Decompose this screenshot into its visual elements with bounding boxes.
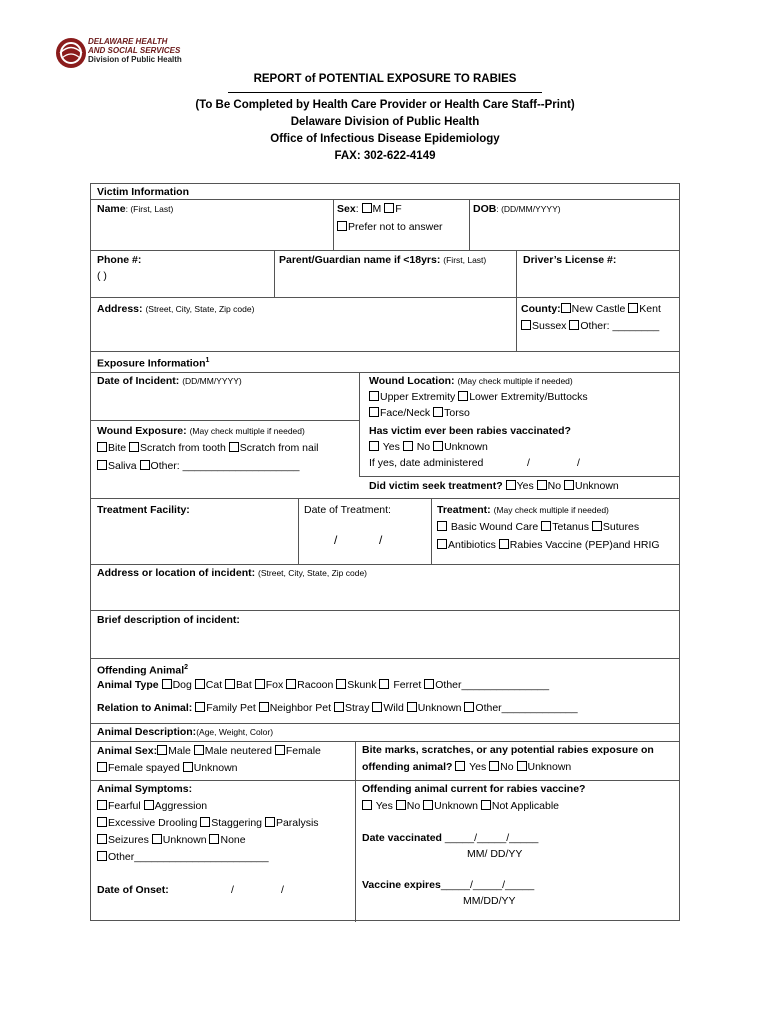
sym-fearful-checkbox[interactable]	[97, 800, 107, 810]
onset-slash2: /	[281, 884, 284, 896]
header-fax: FAX: 302-622-4149	[334, 150, 436, 162]
seek-yes-checkbox[interactable]	[506, 480, 516, 490]
treatment-row1: Basic Wound Care Tetanus Sutures	[437, 521, 639, 534]
guardian-field[interactable]: Parent/Guardian name if <18yrs: (First, Last)	[279, 254, 487, 266]
exp-scratch-tooth-checkbox[interactable]	[129, 442, 139, 452]
symptoms-row1: Fearful Aggression	[97, 800, 207, 813]
tr-tetanus-checkbox[interactable]	[541, 521, 551, 531]
sym-drooling-checkbox[interactable]	[97, 817, 107, 827]
incident-address-field[interactable]: Address or location of incident: (Street, City, State, Zip code)	[97, 567, 367, 579]
wound-location-label: Wound Location: (May check multiple if needed)	[369, 375, 573, 387]
symptoms-label: Animal Symptoms:	[97, 783, 193, 795]
type-dog-checkbox[interactable]	[162, 679, 172, 689]
phone-label: Phone #:	[97, 254, 142, 266]
vacc-unknown-checkbox[interactable]	[433, 441, 443, 451]
asex-male-checkbox[interactable]	[157, 745, 167, 755]
sex-prefer-option: Prefer not to answer	[337, 221, 443, 234]
sym-none-checkbox[interactable]	[209, 834, 219, 844]
cur-unknown-checkbox[interactable]	[423, 800, 433, 810]
symptoms-row4: Other_______________________	[97, 851, 269, 864]
loc-face-checkbox[interactable]	[369, 407, 379, 417]
bite-marks-question: Bite marks, scratches, or any potential rabies exposure on	[362, 744, 654, 756]
animal-sex-row2: Female spayed Unknown	[97, 762, 238, 775]
vacc-date-field[interactable]: If yes, date administered	[369, 457, 484, 469]
license-field[interactable]: Driver’s License #:	[523, 254, 617, 266]
vacc-date-slash2: /	[577, 457, 580, 469]
vaccinated-question: Has victim ever been rabies vaccinated?	[369, 425, 571, 437]
logo-text	[88, 37, 182, 64]
cur-no-checkbox[interactable]	[396, 800, 406, 810]
victim-dob-field[interactable]: DOB: (DD/MM/YYYY)	[473, 203, 561, 215]
exposure-section-title: Exposure Information$^1$	[97, 357, 210, 370]
cur-yes-checkbox[interactable]	[362, 800, 372, 810]
wound-exposure-row2: Saliva Other: ____________________	[97, 460, 299, 473]
tr-sutures-checkbox[interactable]	[592, 521, 602, 531]
treatment-date-slash2: /	[379, 533, 383, 547]
rel-other-checkbox[interactable]	[464, 702, 474, 712]
date-vaccinated-field[interactable]: Date vaccinated _____/_____/_____	[362, 832, 539, 844]
seek-no-checkbox[interactable]	[537, 480, 547, 490]
county-kent-checkbox[interactable]	[628, 303, 638, 313]
asex-female-checkbox[interactable]	[275, 745, 285, 755]
header-line2: Delaware Division of Public Health	[290, 116, 480, 128]
logo-line3: Division of Public Health	[88, 55, 182, 64]
county-newcastle-checkbox[interactable]	[561, 303, 571, 313]
exp-scratch-nail-checkbox[interactable]	[229, 442, 239, 452]
rel-family-checkbox[interactable]	[195, 702, 205, 712]
phone-field[interactable]: ( )	[97, 270, 107, 282]
county-sussex-checkbox[interactable]	[521, 320, 531, 330]
wound-location-row2: Face/Neck Torso	[369, 407, 470, 420]
type-skunk-checkbox[interactable]	[336, 679, 346, 689]
loc-upper-checkbox[interactable]	[369, 391, 379, 401]
tr-rabies-checkbox[interactable]	[499, 539, 509, 549]
type-other-checkbox[interactable]	[424, 679, 434, 689]
vaccinated-options: Yes No Unknown	[369, 441, 488, 454]
sym-other-checkbox[interactable]	[97, 851, 107, 861]
current-vaccine-options: Yes No Unknown Not Applicable	[362, 800, 559, 813]
wound-location-row1: Upper Extremity Lower Extremity/Buttocks	[369, 391, 588, 404]
onset-date-field[interactable]: Date of Onset:	[97, 884, 169, 896]
tr-antibiotics-checkbox[interactable]	[437, 539, 447, 549]
rabies-exposure-form	[90, 183, 680, 921]
seek-treatment-row: Did victim seek treatment? Yes No Unknown	[369, 480, 619, 492]
sym-aggression-checkbox[interactable]	[144, 800, 154, 810]
sym-staggering-checkbox[interactable]	[200, 817, 210, 827]
bite-marks-options: offending animal? Yes No Unknown	[362, 761, 572, 773]
wound-exposure-label: Wound Exposure: (May check multiple if needed)	[97, 425, 305, 437]
brief-description-field[interactable]: Brief description of incident:	[97, 614, 240, 626]
sex-m-checkbox[interactable]	[362, 203, 372, 213]
treatment-date-slash1: /	[334, 533, 338, 547]
logo-line2: AND SOCIAL SERVICES	[88, 46, 181, 55]
form-title: REPORT of POTENTIAL EXPOSURE TO RABIES	[253, 73, 517, 85]
victim-section-title: Victim Information	[97, 186, 189, 198]
sex-prefer-checkbox[interactable]	[337, 221, 347, 231]
exp-bite-checkbox[interactable]	[97, 442, 107, 452]
county-other-checkbox[interactable]	[569, 320, 579, 330]
sym-paralysis-checkbox[interactable]	[265, 817, 275, 827]
tr-wound-checkbox[interactable]	[437, 521, 447, 531]
type-ferret-checkbox[interactable]	[379, 679, 389, 689]
cur-na-checkbox[interactable]	[481, 800, 491, 810]
loc-torso-checkbox[interactable]	[433, 407, 443, 417]
onset-slash1: /	[231, 884, 234, 896]
relation-row: Relation to Animal: Family Pet Neighbor Pet Stray Wild Unknown Other_____________	[97, 702, 578, 714]
animal-section-title: Offending Animal$^2$	[97, 664, 189, 677]
wound-exposure-row1: Bite Scratch from tooth Scratch from nail	[97, 442, 319, 455]
bite-no-checkbox[interactable]	[489, 761, 499, 771]
sym-unknown-checkbox[interactable]	[152, 834, 162, 844]
animal-description-field[interactable]: Animal Description:(Age, Weight, Color)	[97, 726, 274, 738]
sex-f-checkbox[interactable]	[384, 203, 394, 213]
victim-address-field[interactable]: Address: (Street, City, State, Zip code)	[97, 303, 255, 315]
rel-stray-checkbox[interactable]	[334, 702, 344, 712]
vacc-date-slash1: /	[527, 457, 530, 469]
current-vaccine-question: Offending animal current for rabies vaccine?	[362, 783, 586, 795]
county-field: County: New Castle Kent	[521, 303, 661, 315]
asex-unknown-checkbox[interactable]	[183, 762, 193, 772]
exp-other-checkbox[interactable]	[140, 460, 150, 470]
dhss-logo-icon	[54, 36, 88, 70]
treatment-label: Treatment: (May check multiple if needed)	[437, 504, 609, 516]
asex-female-spayed-checkbox[interactable]	[97, 762, 107, 772]
county-field-row2: Sussex Other: ________	[521, 320, 659, 333]
victim-sex-field: Sex: M F	[337, 203, 402, 215]
type-fox-checkbox[interactable]	[255, 679, 265, 689]
seek-unknown-checkbox[interactable]	[564, 480, 574, 490]
rel-neighbor-checkbox[interactable]	[259, 702, 269, 712]
header-line3: Office of Infectious Disease Epidemiology	[270, 133, 500, 145]
treatment-row2: Antibiotics Rabies Vaccine (PEP)and HRIG	[437, 539, 660, 552]
bite-yes-checkbox[interactable]	[455, 761, 465, 771]
animal-type-row: Animal Type Dog Cat Bat Fox Racoon Skunk Ferret Other_______________	[97, 679, 550, 691]
incident-date-field[interactable]: Date of Incident: (DD/MM/YYYY)	[97, 375, 242, 387]
treatment-facility-field[interactable]: Treatment Facility:	[97, 504, 190, 516]
form-subtitle: (To Be Completed by Health Care Provider or Health Care Staff--Print)	[195, 99, 575, 111]
rel-unknown-checkbox[interactable]	[407, 702, 417, 712]
vaccine-expires-format: MM/DD/YY	[463, 895, 516, 907]
type-cat-checkbox[interactable]	[195, 679, 205, 689]
rel-wild-checkbox[interactable]	[372, 702, 382, 712]
exp-saliva-checkbox[interactable]	[97, 460, 107, 470]
type-bat-checkbox[interactable]	[225, 679, 235, 689]
sym-seizures-checkbox[interactable]	[97, 834, 107, 844]
dhss-logo	[54, 36, 224, 72]
victim-name-field[interactable]: Name: (First, Last)	[97, 203, 174, 215]
loc-lower-checkbox[interactable]	[458, 391, 468, 401]
asex-male-neutered-checkbox[interactable]	[194, 745, 204, 755]
type-racoon-checkbox[interactable]	[286, 679, 296, 689]
symptoms-row2: Excessive Drooling Staggering Paralysis	[97, 817, 319, 830]
bite-unknown-checkbox[interactable]	[517, 761, 527, 771]
vacc-yes-checkbox[interactable]	[369, 441, 379, 451]
animal-sex-row1: Animal Sex: Male Male neutered Female	[97, 745, 321, 757]
vaccine-expires-field[interactable]: Vaccine expires_____/_____/_____	[362, 879, 535, 891]
symptoms-row3: Seizures Unknown None	[97, 834, 246, 847]
date-vaccinated-format: MM/ DD/YY	[467, 848, 523, 860]
treatment-date-field[interactable]: Date of Treatment:	[304, 504, 391, 516]
vacc-no-checkbox[interactable]	[403, 441, 413, 451]
header-rule	[228, 92, 542, 93]
logo-line1: DELAWARE HEALTH	[88, 37, 168, 46]
